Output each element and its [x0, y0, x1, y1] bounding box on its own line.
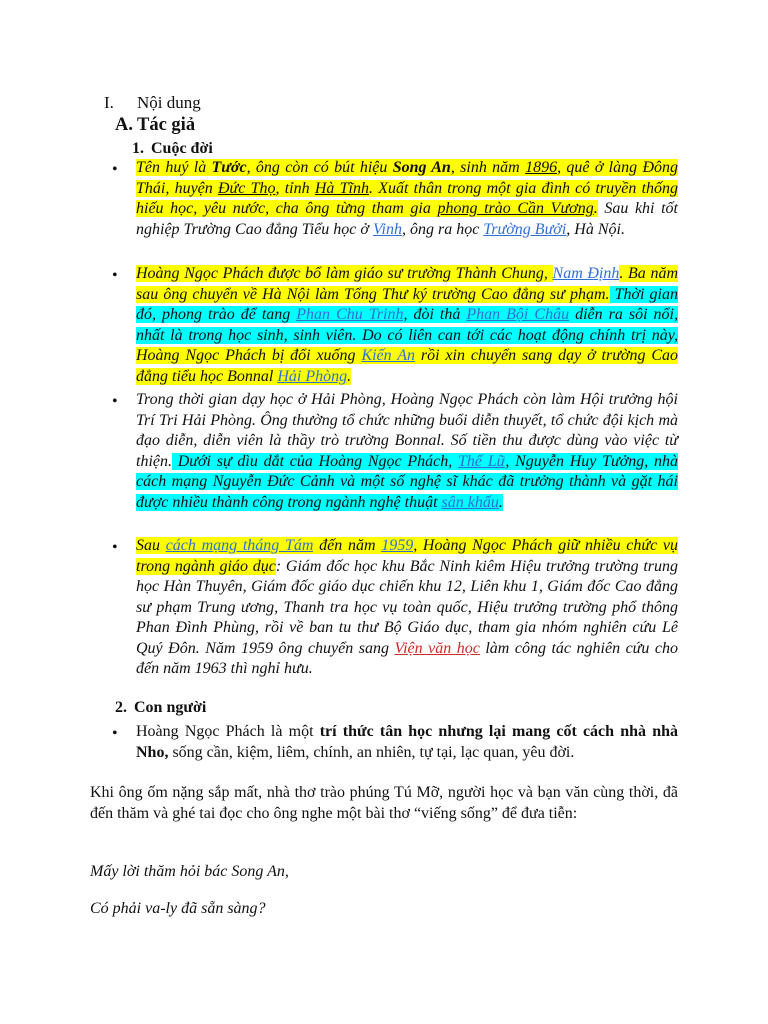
bullet-paragraph-2: [136, 264, 678, 387]
part-title: Cuộc đời: [151, 140, 213, 157]
link-kien-an[interactable]: Kiến An: [361, 347, 416, 364]
text-run: diễn ra sôi nổi, nhất là trong học sinh, sinh viên. Do có liên can tới các hoạt động chính trị này,: [136, 306, 678, 344]
subsection-letter: A.: [115, 115, 133, 135]
part-heading-person: [115, 699, 206, 717]
text-run: Hoàng Ngọc Phách được bổ làm giáo sư trường Thành Chung,: [136, 265, 553, 282]
text-run: Trong thời gian dạy học ở Hải Phòng, Hoàng Ngọc Phách còn làm Hội trưởng hội Trí Tri Hải Phòng. Ông thường tổ chức những buổi diễn thuyết, tổ chức đội kịch mà đạo diễn, diễn viên là thầy trò trường Bonnal. Số tiền thu được dùng vào việc từ thiện.: [136, 391, 678, 470]
text-run: Tước: [211, 159, 247, 176]
text-run: , Hà Nội.: [566, 220, 625, 238]
link-1896[interactable]: 1896: [525, 159, 558, 176]
link-phan-boi-chau[interactable]: Phan Bội Châu: [466, 306, 570, 323]
bullet-marker: •: [112, 161, 118, 178]
text-run: , đòi thả: [403, 306, 467, 323]
link-ha-tinh[interactable]: Hà Tĩnh: [314, 179, 369, 197]
text-run: Sau: [136, 537, 166, 554]
link-can-vuong[interactable]: phong trào Cần Vương: [437, 200, 594, 217]
subsection-title: Tác giả: [137, 115, 196, 135]
part-number: 1.: [132, 140, 144, 157]
link-hai-phong[interactable]: Hải Phòng: [277, 367, 348, 385]
text-run: , Hoàng Ngọc Phách giữ nhiều chức vụ trong ngành giáo dục: [136, 537, 679, 575]
part-title: Con người: [134, 699, 207, 716]
poem-line-2: Có phải va-ly đã sẵn sàng?: [90, 900, 266, 917]
link-san-khau[interactable]: sân khấu: [441, 493, 499, 511]
text-run: , ông ra học: [401, 220, 484, 238]
text-run: Sau khi tốt nghiệp Trường Cao đẳng Tiểu học ở: [136, 200, 679, 238]
subsection-heading: [115, 115, 195, 136]
bullet-paragraph-3: [136, 390, 678, 513]
link-1959[interactable]: 1959: [381, 537, 414, 554]
text-run: , Nguyễn Huy Tưởng, nhà cách mạng Nguyễn Đức Cảnh và một số nghệ sĩ khác đã trưởng thành và gặt hái được nhiều thành công trong ngành nghệ thuật: [136, 452, 678, 511]
text-run: sống cần, kiệm, liêm, chính, an nhiên, tự tại, lạc quan, yêu đời.: [168, 743, 575, 761]
text-run: rồi xin chuyển sang dạy ở trường Cao đẳng tiểu học Bonnal: [136, 347, 678, 385]
part-number: 2.: [115, 699, 127, 716]
text-run: . Ba năm sau ông chuyển về Hà Nội làm Tổng Thư ký trường Cao đẳng sư phạm.: [136, 265, 678, 303]
text-run: đến năm: [313, 537, 382, 554]
text-run: Hoàng Ngọc Phách là một: [136, 723, 320, 740]
poem-line-1: Mấy lời thăm hỏi bác Song An,: [90, 863, 289, 880]
link-truong-buoi[interactable]: Trường Bưởi: [483, 220, 567, 238]
link-vinh[interactable]: Vinh: [372, 220, 402, 238]
text-run: Tên huý là: [136, 159, 212, 176]
link-the-lu[interactable]: Thế Lữ: [458, 452, 506, 470]
bullet-marker: •: [112, 267, 118, 284]
bullet-marker: •: [112, 539, 118, 556]
text-run: Hoàng Ngọc Phách bị đổi xuống: [136, 347, 362, 364]
text-run: .: [593, 200, 598, 217]
bullet-paragraph-5: [136, 722, 678, 763]
bullet-paragraph-4: [136, 536, 678, 680]
bullet-marker: •: [112, 725, 118, 742]
link-nam-dinh[interactable]: Nam Định: [552, 265, 620, 282]
link-vien-van-hoc[interactable]: Viện văn học: [394, 639, 480, 657]
text-run: , ông còn có bút hiệu: [246, 159, 393, 176]
text-run: .: [347, 367, 352, 385]
text-run: , quê ở làng Đông Thái, huyện: [136, 159, 679, 197]
section-number: I.: [104, 93, 114, 112]
part-heading-life: [132, 140, 213, 158]
bullet-paragraph-1: [136, 158, 678, 240]
text-run: Song An: [392, 159, 451, 176]
body-paragraph: Khi ông ốm nặng sắp mất, nhà thơ trào phúng Tú Mỡ, người học và bạn văn cùng thời, đã đến thăm và ghé tai đọc cho ông nghe một bài thơ “viếng sống” để đưa tiễn:: [90, 784, 678, 822]
text-run: : Giám đốc học khu Bắc Ninh kiêm Hiệu trưởng trường trung học Hàn Thuyên, Giám đốc giáo dục chiến khu 12, Liên khu 1, Giám đốc Cao đẳng sư phạm Trung ương, Thanh tra học vụ toàn quốc, Hiệu trưởng trường phổ thông Phan Đình Phùng, rồi về ban tu thư Bộ Giáo dục, tham gia nhóm nghiên cứu Lê Quý Đôn. Năm 1959 ông chuyển sang: [136, 557, 679, 657]
text-run: . Xuất thân trong một gia đình có truyền thống hiếu học, yêu nước, cha ông từng tham gia: [136, 179, 679, 217]
text-run-bold: trí thức tân học nhưng lại mang cốt cách nhà nhà Nho,: [136, 723, 678, 761]
text-run: , sinh năm: [450, 159, 526, 176]
text-run: .: [498, 493, 503, 511]
text-run: Thời gian đó, phong trào để tang: [136, 285, 679, 323]
text-run: làm công tác nghiên cứu cho đến năm 1963 thì nghỉ hưu.: [136, 639, 679, 677]
link-duc-tho[interactable]: Đức Thọ: [218, 179, 276, 197]
text-run: , tỉnh: [275, 179, 315, 197]
link-phan-chu-trinh[interactable]: Phan Chu Trinh: [296, 306, 404, 323]
bullet-marker: •: [112, 393, 118, 410]
section-title: Nội dung: [137, 93, 201, 112]
section-heading: [104, 93, 201, 113]
link-cach-mang-thang-tam[interactable]: cách mạng tháng Tám: [165, 537, 314, 554]
text-run: Dưới sự dìu dắt của Hoàng Ngọc Phách,: [172, 452, 459, 470]
